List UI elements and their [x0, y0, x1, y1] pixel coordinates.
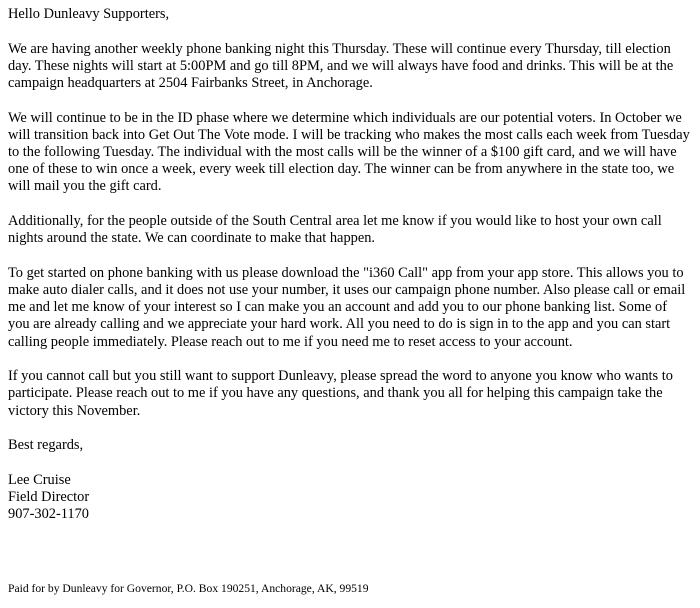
signature-name: Lee Cruise	[8, 471, 71, 488]
email-body	[8, 6, 692, 541]
signature-phone: 907-302-1170	[8, 506, 90, 523]
paragraph-phone-banking-night: We are having another weekly phone banking night this Thursday. These will continue every Thursday, till election day. These nights will start at 5:00PM and go till 8PM, and we will always have food and drinks. This will be at the campaign headquarters at 2504 Fairbanks Street, in Anchorage.	[8, 40, 674, 91]
paragraph-host-call-nights: Additionally, for the people outside of the South Central area let me know if you would like to host your own call nights around the state. We can coordinate to make that happen.	[8, 213, 662, 247]
signature-block	[8, 472, 692, 524]
closing: Best regards,	[8, 437, 84, 454]
signature-title: Field Director	[8, 489, 90, 505]
paragraph-support: If you cannot call but you still want to support Dunleavy, please spread the word to anyone you know who wants to participate. Please reach out to me if you have any questions, and thank you all for helping this campaign take the victory this November.	[8, 368, 673, 419]
paragraph-id-phase: We will continue to be in the ID phase where we determine which individuals are our potential voters. In October we will transition back into Get Out The Vote mode. I will be tracking who makes the most calls each week from Tuesday to the following Tuesday. The individual with the most calls will be the winner of a $100 gift card, and we will have one of these to win once a week, every week till election day. The winner can be from anywhere in the state too, we will mail you the gift card.	[8, 109, 690, 195]
greeting: Hello Dunleavy Supporters,	[8, 6, 170, 22]
paid-for-disclaimer: Paid for by Dunleavy for Governor, P.O. Box 190251, Anchorage, AK, 99519	[8, 582, 369, 595]
paragraph-get-started: To get started on phone banking with us please download the "i360 Call" app from your app store. This allows you to make auto dialer calls, and it does not use your number, it uses our campaign phone number. Also please call or email me and let me know of your interest so I can make you an account and add you to our phone banking list. Some of you are already calling and we appreciate your hard work. All you need to do is sign in to the app and you can start calling people immediately. Please reach out to me if you need me to reset access to your account.	[8, 264, 686, 350]
